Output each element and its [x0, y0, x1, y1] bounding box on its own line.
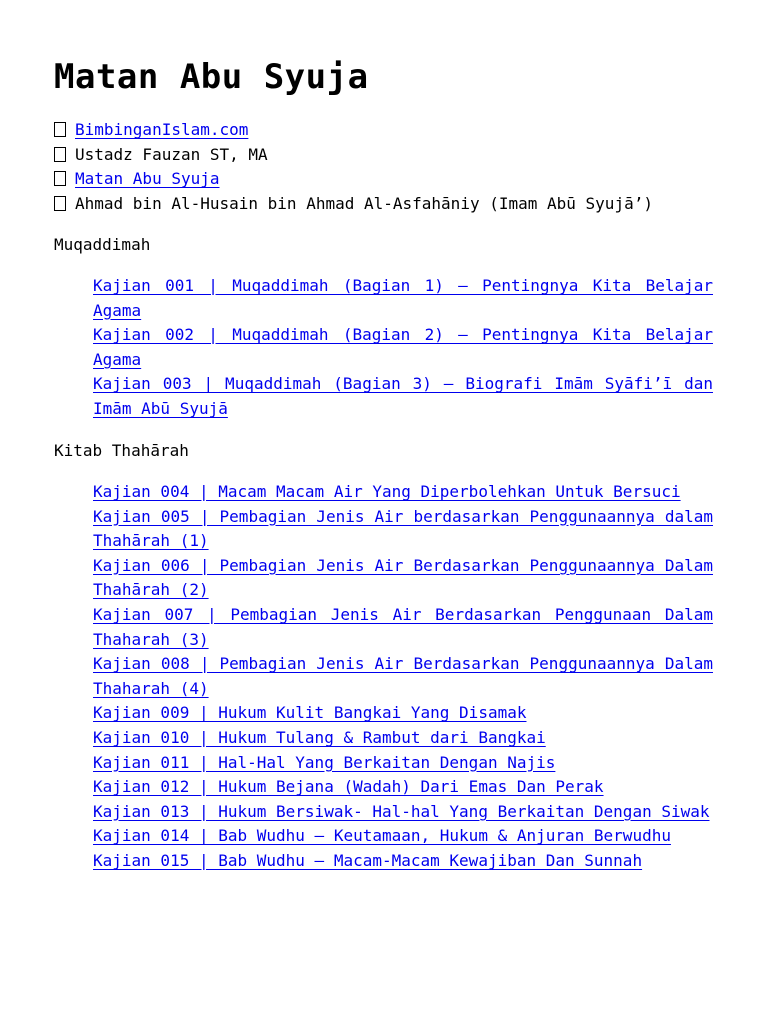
- list-item: [93, 849, 713, 874]
- list-item: [93, 480, 713, 505]
- kajian-list-muqaddimah: [93, 274, 713, 422]
- ustadz-name: Ustadz Fauzan ST, MA: [75, 144, 268, 164]
- meta-book-line: [54, 167, 734, 192]
- kajian-link[interactable]: Kajian 001 | Muqaddimah (Bagian 1) – Pentingnya Kita Belajar Agama: [93, 276, 713, 320]
- meta-ustadz-line: [54, 143, 734, 168]
- missing-glyph-icon: [54, 171, 66, 186]
- kajian-link[interactable]: Kajian 005 | Pembagian Jenis Air berdasarkan Penggunaannya dalam Thahārah (1): [93, 506, 713, 551]
- kajian-link[interactable]: Kajian 006 | Pembagian Jenis Air Berdasarkan Penggunaannya Dalam Thahārah (2): [93, 555, 713, 600]
- kajian-link[interactable]: Kajian 002 | Muqaddimah (Bagian 2) – Pentingnya Kita Belajar Agama: [93, 325, 713, 369]
- kajian-link[interactable]: Kajian 007 | Pembagian Jenis Air Berdasarkan Penggunaan Dalam Thaharah (3): [93, 604, 713, 649]
- kajian-link[interactable]: Kajian 008 | Pembagian Jenis Air Berdasarkan Penggunaannya Dalam Thaharah (4): [93, 654, 713, 698]
- list-item: [93, 701, 713, 726]
- list-item: [93, 505, 713, 554]
- kajian-link[interactable]: Kajian 013 | Hukum Bersiwak- Hal-hal Yang Berkaitan Dengan Siwak: [93, 801, 710, 821]
- list-item: [93, 775, 713, 800]
- kajian-list-thaharah: [93, 480, 713, 874]
- missing-glyph-icon: [54, 196, 66, 211]
- list-item: [93, 603, 713, 652]
- section-label-kitab-thaharah: Kitab Thahārah: [54, 441, 189, 460]
- page-title: Matan Abu Syuja: [54, 57, 369, 97]
- list-item: [93, 372, 713, 421]
- meta-site-line: [54, 118, 734, 143]
- kajian-link[interactable]: Kajian 003 | Muqaddimah (Bagian 3) – Biografi Imām Syāfi’ī dan Imām Abū Syujā: [93, 374, 713, 418]
- meta-author-line: [54, 192, 734, 217]
- kajian-link[interactable]: Kajian 014 | Bab Wudhu – Keutamaan, Hukum & Anjuran Berwudhu: [93, 826, 671, 846]
- section-label-muqaddimah: Muqaddimah: [54, 235, 151, 254]
- list-item: [93, 824, 713, 849]
- kajian-link[interactable]: Kajian 010 | Hukum Tulang & Rambut dari Bangkai: [93, 727, 546, 747]
- kajian-link[interactable]: Kajian 012 | Hukum Bejana (Wadah) Dari Emas Dan Perak: [93, 777, 604, 797]
- list-item: [93, 274, 713, 323]
- kajian-link[interactable]: Kajian 015 | Bab Wudhu – Macam-Macam Kewajiban Dan Sunnah: [93, 850, 643, 870]
- missing-glyph-icon: [54, 122, 66, 137]
- kajian-link[interactable]: Kajian 011 | Hal-Hal Yang Berkaitan Dengan Najis: [93, 752, 556, 772]
- site-link[interactable]: BimbinganIslam.com: [75, 120, 249, 139]
- book-link[interactable]: Matan Abu Syuja: [75, 169, 220, 189]
- list-item: [93, 554, 713, 603]
- list-item: [93, 652, 713, 701]
- list-item: [93, 751, 713, 776]
- kajian-link[interactable]: Kajian 004 | Macam Macam Air Yang Diperbolehkan Untuk Bersuci: [93, 482, 681, 501]
- list-item: [93, 800, 713, 825]
- list-item: [93, 323, 713, 372]
- list-item: [93, 726, 713, 751]
- kajian-link[interactable]: Kajian 009 | Hukum Kulit Bangkai Yang Disamak: [93, 703, 527, 723]
- missing-glyph-icon: [54, 147, 66, 162]
- author-name: Ahmad bin Al-Husain bin Ahmad Al-Asfahāniy (Imam Abū Syujā’): [75, 193, 653, 213]
- meta-info: [54, 118, 734, 216]
